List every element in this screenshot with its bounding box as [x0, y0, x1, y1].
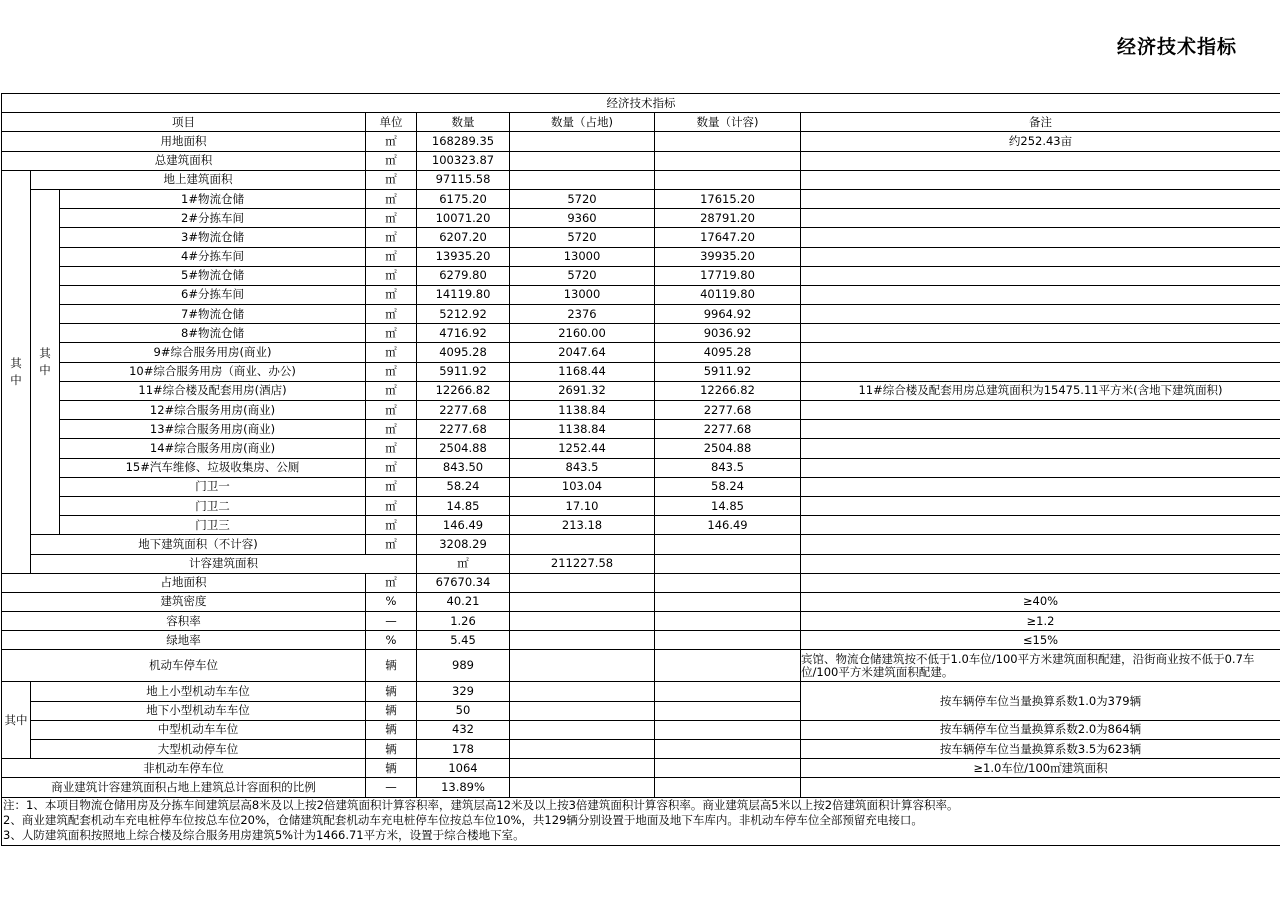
row-land: 2376: [510, 305, 655, 324]
row-land: [510, 631, 655, 650]
row-note: [801, 209, 1280, 228]
row-land: 2160.00: [510, 324, 655, 343]
row-far: [655, 778, 801, 797]
row-land: 1138.84: [510, 420, 655, 439]
table-row: [2, 573, 1280, 592]
row-unit: ㎡: [366, 535, 417, 554]
row-name: 大型机动停车位: [31, 740, 366, 759]
table-title: 经济技术指标: [2, 94, 1280, 113]
row-land: [510, 720, 655, 739]
note-line: 3、人防建筑面积按照地上综合楼及综合服务用房建筑5%计为1466.71平方米，设置于综合楼地下室。: [3, 828, 525, 842]
row-far: 2277.68: [655, 420, 801, 439]
table-row: [2, 631, 1280, 650]
row-unit: 辆: [366, 740, 417, 759]
row-name: 地下小型机动车车位: [31, 701, 366, 720]
row-qty: 13.89%: [417, 778, 510, 797]
row-land: 17.10: [510, 496, 655, 515]
qizhong-parking-label: 其中: [2, 682, 31, 759]
row-name: 计容建筑面积: [31, 554, 417, 573]
row-name: 9#综合服务用房(商业): [60, 343, 366, 362]
row-note: [801, 362, 1280, 381]
row-unit: ㎡: [366, 266, 417, 285]
row-name: 15#汽车维修、垃圾收集房、公厕: [60, 458, 366, 477]
row-far: 39935.20: [655, 247, 801, 266]
row-qty: 3208.29: [417, 535, 510, 554]
row-far: 14.85: [655, 496, 801, 515]
row-unit: ㎡: [417, 554, 510, 573]
header-note: 备注: [801, 113, 1280, 132]
table-row: [2, 759, 1280, 778]
row-far: [655, 650, 801, 682]
building-row: [2, 362, 1280, 381]
row-land: [510, 132, 655, 151]
row-unit: ㎡: [366, 343, 417, 362]
row-unit: —: [366, 612, 417, 631]
building-row: [2, 189, 1280, 208]
row-far: 12266.82: [655, 381, 801, 400]
row-land: 2691.32: [510, 381, 655, 400]
row-unit: ㎡: [366, 305, 417, 324]
row-note: 按车辆停车位当量换算系数2.0为864辆: [801, 720, 1280, 739]
row-qty: 67670.34: [417, 573, 510, 592]
row-far: [655, 720, 801, 739]
row-name: 7#物流仓储: [60, 305, 366, 324]
row-unit: ㎡: [366, 132, 417, 151]
building-row: [2, 209, 1280, 228]
row-far: 40119.80: [655, 285, 801, 304]
row-land: [510, 740, 655, 759]
row-qty: 13935.20: [417, 247, 510, 266]
row-qty: 5212.92: [417, 305, 510, 324]
row-name: 门卫二: [60, 496, 366, 515]
row-land: [510, 592, 655, 611]
row-name: 中型机动车车位: [31, 720, 366, 739]
row-note: [801, 516, 1280, 535]
row-unit: %: [366, 592, 417, 611]
table-row: [2, 592, 1280, 611]
row-qty: 97115.58: [417, 170, 510, 189]
row-far: 5911.92: [655, 362, 801, 381]
indicator-table: [1, 93, 1280, 798]
table-row: [2, 132, 1280, 151]
row-unit: ㎡: [366, 439, 417, 458]
row-note: [801, 439, 1280, 458]
table-row: [2, 740, 1280, 759]
row-qty: 12266.82: [417, 381, 510, 400]
header-row: [2, 113, 1280, 132]
row-land: 1168.44: [510, 362, 655, 381]
row-name: 13#综合服务用房(商业): [60, 420, 366, 439]
building-row: [2, 477, 1280, 496]
row-unit: ㎡: [366, 401, 417, 420]
table-row: [2, 720, 1280, 739]
building-row: [2, 381, 1280, 400]
row-far: [655, 592, 801, 611]
row-far: 17647.20: [655, 228, 801, 247]
row-unit: 辆: [366, 759, 417, 778]
row-name: 地下建筑面积（不计容): [31, 535, 366, 554]
row-far: 17615.20: [655, 189, 801, 208]
building-row: [2, 458, 1280, 477]
row-note: [801, 535, 1280, 554]
row-qty: 100323.87: [417, 151, 510, 170]
row-name: 绿地率: [2, 631, 366, 650]
row-note: 按车辆停车位当量换算系数1.0为379辆: [801, 682, 1280, 720]
row-note: [801, 496, 1280, 515]
row-unit: ㎡: [366, 285, 417, 304]
row-far: [655, 170, 801, 189]
row-note: [801, 458, 1280, 477]
row-land: [510, 612, 655, 631]
row-unit: 辆: [366, 682, 417, 701]
row-land: [510, 650, 655, 682]
row-far: [655, 682, 801, 701]
row-qty: 1.26: [417, 612, 510, 631]
row-note: ≥40%: [801, 592, 1280, 611]
header-item: 项目: [2, 113, 366, 132]
building-row: [2, 285, 1280, 304]
row-land: 843.5: [510, 458, 655, 477]
row-note: ≥1.2: [801, 612, 1280, 631]
row-far: 9036.92: [655, 324, 801, 343]
row-land: [510, 151, 655, 170]
building-row: [2, 496, 1280, 515]
row-qty: 329: [417, 682, 510, 701]
header-unit: 单位: [366, 113, 417, 132]
row-qty: 4095.28: [417, 343, 510, 362]
row-note: 按车辆停车位当量换算系数3.5为623辆: [801, 740, 1280, 759]
row-name: 商业建筑计容建筑面积占地上建筑总计容面积的比例: [2, 778, 366, 797]
page-title: 经济技术指标: [1116, 36, 1237, 58]
row-land: [510, 778, 655, 797]
row-qty: 5.45: [417, 631, 510, 650]
row-note: [801, 573, 1280, 592]
row-land: 13000: [510, 285, 655, 304]
row-land: 5720: [510, 189, 655, 208]
row-qty: 843.50: [417, 458, 510, 477]
row-far: [655, 740, 801, 759]
row-qty: 4716.92: [417, 324, 510, 343]
row-far: [655, 701, 801, 720]
row-far: [801, 554, 1280, 573]
row-land: 13000: [510, 247, 655, 266]
row-name: 机动车停车位: [2, 650, 366, 682]
row-name: 1#物流仓储: [60, 189, 366, 208]
table-row: [2, 151, 1280, 170]
row-qty: 2504.88: [417, 439, 510, 458]
row-note: [801, 324, 1280, 343]
row-unit: ㎡: [366, 189, 417, 208]
row-far: 2277.68: [655, 401, 801, 420]
row-qty: 40.21: [417, 592, 510, 611]
row-unit: ㎡: [366, 209, 417, 228]
row-unit: ㎡: [366, 170, 417, 189]
row-unit: ㎡: [366, 381, 417, 400]
row-qty: 146.49: [417, 516, 510, 535]
row-note: [801, 401, 1280, 420]
note-line: 2、商业建筑配套机动车充电桩停车位按总车位20%，仓储建筑配套机动车充电桩停车位按总车位10%，共129辆分别设置于地面及地下车库内。非机动车停车位全部预留充电接口。: [3, 813, 923, 827]
row-note: [801, 151, 1280, 170]
building-row: [2, 228, 1280, 247]
row-note: [801, 343, 1280, 362]
row-land: 1138.84: [510, 401, 655, 420]
row-land: [510, 701, 655, 720]
row-unit: ㎡: [366, 362, 417, 381]
row-note: 约252.43亩: [801, 132, 1280, 151]
row-qty: 50: [417, 701, 510, 720]
row-qty: 211227.58: [510, 554, 655, 573]
notes-block: [1, 797, 1280, 846]
row-qty: 989: [417, 650, 510, 682]
row-name: 门卫三: [60, 516, 366, 535]
row-qty: 58.24: [417, 477, 510, 496]
row-name: 容积率: [2, 612, 366, 631]
building-row: [2, 401, 1280, 420]
row-name: 地上小型机动车车位: [31, 682, 366, 701]
row-qty: 6279.80: [417, 266, 510, 285]
row-name: 3#物流仓储: [60, 228, 366, 247]
row-far: 146.49: [655, 516, 801, 535]
building-row: [2, 439, 1280, 458]
row-name: 5#物流仓储: [60, 266, 366, 285]
building-row: [2, 247, 1280, 266]
row-unit: 辆: [366, 720, 417, 739]
row-land: 1252.44: [510, 439, 655, 458]
row-far: 17719.80: [655, 266, 801, 285]
row-far: 58.24: [655, 477, 801, 496]
row-note: [801, 189, 1280, 208]
row-land: [510, 535, 655, 554]
row-far: [655, 132, 801, 151]
row-qty: 2277.68: [417, 401, 510, 420]
row-name: 用地面积: [2, 132, 366, 151]
row-note: [801, 247, 1280, 266]
row-name: 地上建筑面积: [31, 170, 366, 189]
row-note: [801, 305, 1280, 324]
table-row: [2, 170, 1280, 189]
row-unit: ㎡: [366, 573, 417, 592]
row-land: 9360: [510, 209, 655, 228]
row-note: [801, 228, 1280, 247]
row-unit: ㎡: [366, 516, 417, 535]
building-row: [2, 516, 1280, 535]
row-name: 门卫一: [60, 477, 366, 496]
row-land: [510, 573, 655, 592]
row-far: [655, 573, 801, 592]
row-far: 28791.20: [655, 209, 801, 228]
row-land: [510, 682, 655, 701]
table-row: [2, 778, 1280, 797]
row-name: 11#综合楼及配套用房(酒店): [60, 381, 366, 400]
table-row: [2, 682, 1280, 701]
row-qty: 14.85: [417, 496, 510, 515]
row-name: 8#物流仓储: [60, 324, 366, 343]
note-line: 注：1、本项目物流仓储用房及分拣车间建筑层高8米及以上按2倍建筑面积计算容积率，建筑层高12米及以上按3倍建筑面积计算容积率。商业建筑层高5米以上按2倍建筑面积计算容积率。: [3, 798, 959, 812]
row-land: 103.04: [510, 477, 655, 496]
header-qty: 数量: [417, 113, 510, 132]
qizhong-inner-label: 其 中: [31, 189, 60, 534]
row-qty: 5911.92: [417, 362, 510, 381]
row-note: [801, 778, 1280, 797]
row-land: 5720: [510, 266, 655, 285]
building-row: [2, 266, 1280, 285]
building-row: [2, 420, 1280, 439]
header-qty-far: 数量（计容): [655, 113, 801, 132]
row-land: 5720: [510, 228, 655, 247]
row-name: 6#分拣车间: [60, 285, 366, 304]
row-land: 2047.64: [510, 343, 655, 362]
row-qty: 178: [417, 740, 510, 759]
row-name: 2#分拣车间: [60, 209, 366, 228]
row-note: [801, 170, 1280, 189]
row-far: 9964.92: [655, 305, 801, 324]
row-note: [801, 285, 1280, 304]
row-unit: ㎡: [366, 151, 417, 170]
building-row: [2, 324, 1280, 343]
row-land: [510, 759, 655, 778]
row-far: [655, 535, 801, 554]
row-note: [801, 420, 1280, 439]
row-unit: ㎡: [366, 247, 417, 266]
row-unit: ㎡: [366, 420, 417, 439]
row-qty: 6175.20: [417, 189, 510, 208]
row-unit: 辆: [366, 701, 417, 720]
row-name: 14#综合服务用房(商业): [60, 439, 366, 458]
row-unit: ㎡: [366, 458, 417, 477]
row-unit: 辆: [366, 650, 417, 682]
row-unit: ㎡: [366, 477, 417, 496]
row-far: [655, 612, 801, 631]
row-note: 宾馆、物流仓储建筑按不低于1.0车位/100平方米建筑面积配建，沿街商业按不低于0.7车位/100平方米建筑面积配建。: [801, 650, 1280, 682]
row-unit: ㎡: [366, 228, 417, 247]
row-qty: 432: [417, 720, 510, 739]
row-note: 11#综合楼及配套用房总建筑面积为15475.11平方米(含地下建筑面积): [801, 381, 1280, 400]
row-unit: ㎡: [366, 496, 417, 515]
row-note: [801, 477, 1280, 496]
row-land: [510, 170, 655, 189]
table-row: [2, 650, 1280, 682]
table-row: [2, 612, 1280, 631]
table-row: [2, 554, 1280, 573]
row-name: 12#综合服务用房(商业): [60, 401, 366, 420]
row-name: 占地面积: [2, 573, 366, 592]
row-far: 843.5: [655, 458, 801, 477]
row-far: 4095.28: [655, 343, 801, 362]
row-land: [655, 554, 801, 573]
row-far: [655, 631, 801, 650]
row-name: 10#综合服务用房（商业、办公): [60, 362, 366, 381]
row-qty: 2277.68: [417, 420, 510, 439]
row-qty: 6207.20: [417, 228, 510, 247]
row-far: 2504.88: [655, 439, 801, 458]
table-row: [2, 535, 1280, 554]
row-unit: —: [366, 778, 417, 797]
row-qty: 10071.20: [417, 209, 510, 228]
row-note: ≥1.0车位/100㎡建筑面积: [801, 759, 1280, 778]
row-far: [655, 151, 801, 170]
row-far: [655, 759, 801, 778]
building-row: [2, 305, 1280, 324]
qizhong-outer-label: 其 中: [2, 170, 31, 573]
building-row: [2, 343, 1280, 362]
row-land: 213.18: [510, 516, 655, 535]
row-name: 建筑密度: [2, 592, 366, 611]
header-qty-land: 数量（占地): [510, 113, 655, 132]
row-note: ≤15%: [801, 631, 1280, 650]
row-qty: 14119.80: [417, 285, 510, 304]
row-name: 总建筑面积: [2, 151, 366, 170]
table-title-row: [2, 94, 1280, 113]
row-unit: %: [366, 631, 417, 650]
row-name: 非机动车停车位: [2, 759, 366, 778]
row-note: [801, 266, 1280, 285]
row-unit: ㎡: [366, 324, 417, 343]
row-qty: 168289.35: [417, 132, 510, 151]
row-qty: 1064: [417, 759, 510, 778]
row-name: 4#分拣车间: [60, 247, 366, 266]
